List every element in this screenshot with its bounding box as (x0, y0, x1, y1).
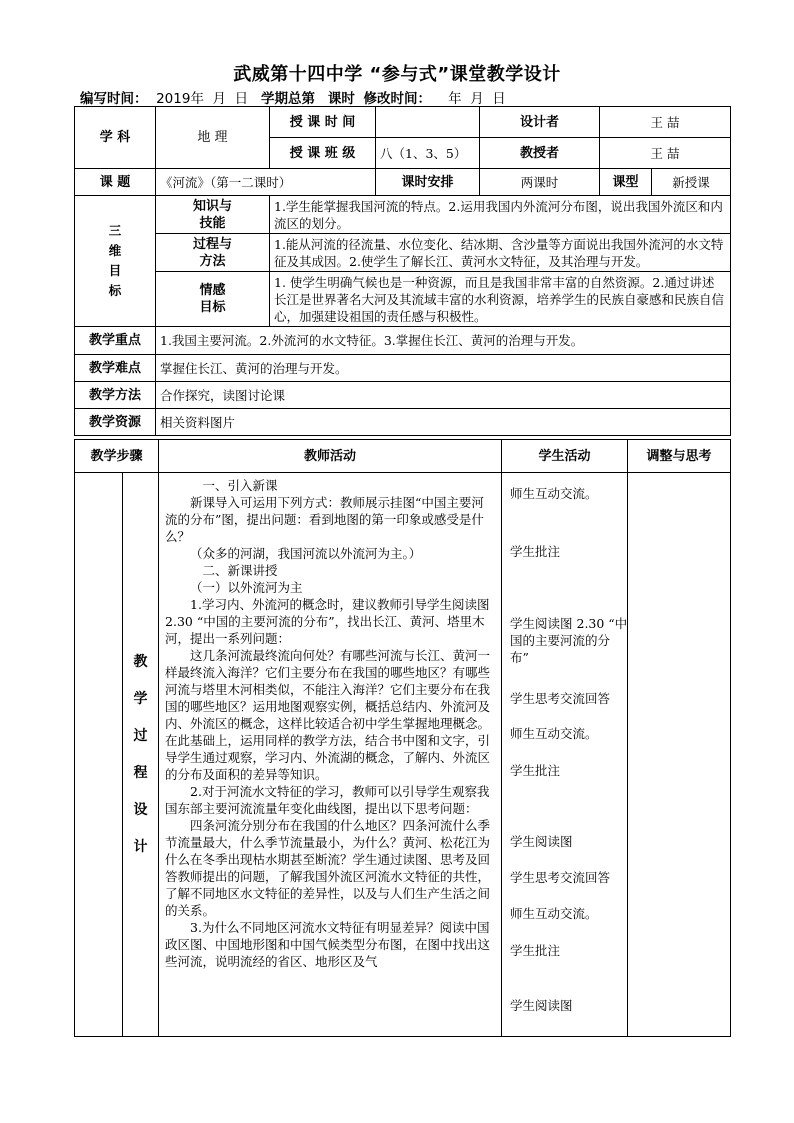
subject-label: 学 科 (75, 107, 156, 169)
key-point-text: 1.我国主要河流。2.外流河的水文特征。3.掌握住长江、黄河的治理与开发。 (156, 327, 731, 355)
student-item: 学生批注 (510, 544, 561, 559)
class-label: 授 课 班 级 (270, 138, 376, 169)
goal-text-emotion: 1. 使学生明确气候也是一种资源，而且是我国非常丰富的自然资源。2.通过讲述长江是世界著名大河及其流域丰富的水利资源，培养学生的民族自豪感和民族自信心，加强建设祖国的责任感与积极性。 (270, 272, 731, 327)
goal-text-knowledge: 1.学生能掌握我国河流的特点。2.运用我国内外流河分布图，说出我国外流区和内流区的划分。 (270, 196, 731, 234)
teacher-paragraph: 二、新课讲授 (202, 563, 278, 578)
header-student: 学生活动 (502, 440, 628, 473)
student-item: 师生互动交流。 (510, 726, 598, 741)
write-time-value: 2019年 月 日 (156, 91, 249, 107)
type-value: 新授课 (652, 169, 731, 196)
designer-value: 王 喆 (600, 107, 731, 138)
teacher-paragraph: 这几条河流最终流向何处？有哪些河流与长江、黄河一样最终流入海洋？它们主要分布在我国的哪些地区？有哪些河流与塔里木河相类似，不能注入海洋？它们主要分布在我国的哪些地区？运用地图观察实例，概括总结内、外流河及内、外流区的概念，这样比较适合初中学生掌握地理概念。在此基础上，运用同样的教学方法，结合书中图和文字，引导学生通过观察，学习内、外流湖的概念，了解内、外流区的分布及面积的差异等知识。 (165, 648, 491, 782)
step-label: 教 学 过 程 设 计 (123, 473, 159, 1037)
teacher-paragraph: 1.学习内、外流河的概念时，建议教师引导学生阅读图2.30 “中国的主要河流的分布”，找出长江、黄河、塔里木河，提出一系列问题： (165, 597, 490, 646)
modify-time-value: 年 月 日 (448, 91, 506, 107)
topic-value: 《河流》（第一二课时） (156, 169, 376, 196)
teacher-activity (159, 473, 502, 1037)
teach-time-value (376, 107, 480, 138)
page-title: 武威第十四中学 “参与式”课堂教学设计 (233, 64, 561, 85)
reflection-cell (628, 473, 731, 1037)
resource-label: 教学资源 (75, 409, 156, 436)
topic-label: 课 题 (75, 169, 156, 196)
teacher-paragraph: （众多的河湖，我国河流以外流河为主。） (190, 546, 422, 561)
key-point-label: 教学重点 (75, 327, 156, 355)
student-item: 师生互动交流。 (510, 906, 598, 921)
goal-label-process: 过程与 方法 (156, 234, 270, 272)
teacher-paragraph: （一）以外流河为主 (190, 580, 303, 595)
student-item: 学生批注 (510, 763, 561, 778)
schedule-label: 课时安排 (376, 169, 480, 196)
teacher-paragraph: 四条河流分别分布在我国的什么地区？四条河流什么季节流量最大，什么季节流量最小，为什么？黄河、松花江为什么在冬季出现枯水期甚至断流？学生通过读图、思考及回答教师提出的问题，了解我国外流区河流水文特征的共性，了解不同地区水文特征的差异性，以及与人们生产生活之间的关系。 (165, 818, 491, 918)
student-activity (502, 473, 628, 1037)
designer-label: 设计者 (480, 107, 600, 138)
period-label: 课时 (327, 91, 355, 107)
student-item: 学生思考交流回答 (510, 870, 611, 885)
student-item: 学生批注 (510, 943, 561, 958)
subject-value: 地 理 (156, 107, 270, 169)
student-item: 学生思考交流回答 (510, 691, 611, 706)
method-label: 教学方法 (75, 382, 156, 409)
student-item: 学生阅读图 (510, 998, 573, 1013)
teach-time-label: 授 课 时 间 (270, 107, 376, 138)
method-text: 合作探究，读图讨论课 (156, 382, 731, 409)
process-table (74, 439, 731, 1037)
modify-time-label: 修改时间： (363, 91, 431, 107)
difficulty-text: 掌握住长江、黄河的治理与开发。 (156, 355, 731, 382)
student-item: 学生阅读图 2.30 “中国的主要河流的分布” (510, 616, 628, 665)
write-time-label: 编写时间： (80, 91, 148, 107)
schedule-value: 两课时 (480, 169, 600, 196)
teacher-paragraph: 3.为什么不同地区河流水文特征有明显差异？阅读中国政区图、中国地形图和中国气候类型分布图，在图中找出这些河流，说明流经的省区、地形区及气 (165, 920, 491, 969)
goal-text-process: 1.能从河流的径流量、水位变化、结冰期、含沙量等方面说出我国外流河的水文特征及其成因。2.使学生了解长江、黄河水文特征，及其治理与开发。 (270, 234, 731, 272)
class-value: 八（1、3、5） (376, 138, 480, 169)
type-label: 课型 (600, 169, 652, 196)
difficulty-label: 教学难点 (75, 355, 156, 382)
goals-label: 三 维 目 标 (75, 196, 156, 327)
header-teacher: 教师活动 (159, 440, 502, 473)
header-step: 教学步骤 (75, 440, 159, 473)
resource-text: 相关资料图片 (156, 409, 731, 436)
teacher-value: 王 喆 (600, 138, 731, 169)
header-reflection: 调整与思考 (628, 440, 731, 473)
semester-label: 学期总第 (261, 91, 315, 107)
teacher-paragraph: 2.对于河流水文特征的学习，教师可以引导学生观察我国东部主要河流流量年变化曲线图，提出以下思考问题： (165, 784, 490, 816)
info-table (74, 106, 731, 436)
goal-label-knowledge: 知识与 技能 (156, 196, 270, 234)
teacher-paragraph: 新课导入可运用下列方式：教师展示挂图“中国主要河流的分布”图，提出问题：看到地图的第一印象或感受是什么？ (165, 495, 484, 544)
teacher-label: 教授者 (480, 138, 600, 169)
student-item: 师生互动交流。 (510, 486, 598, 501)
meta-line (80, 87, 740, 107)
teacher-paragraph: 一、引入新课 (202, 478, 278, 493)
student-item: 学生阅读图 (510, 834, 573, 849)
goal-label-emotion: 情感 目标 (156, 272, 270, 327)
